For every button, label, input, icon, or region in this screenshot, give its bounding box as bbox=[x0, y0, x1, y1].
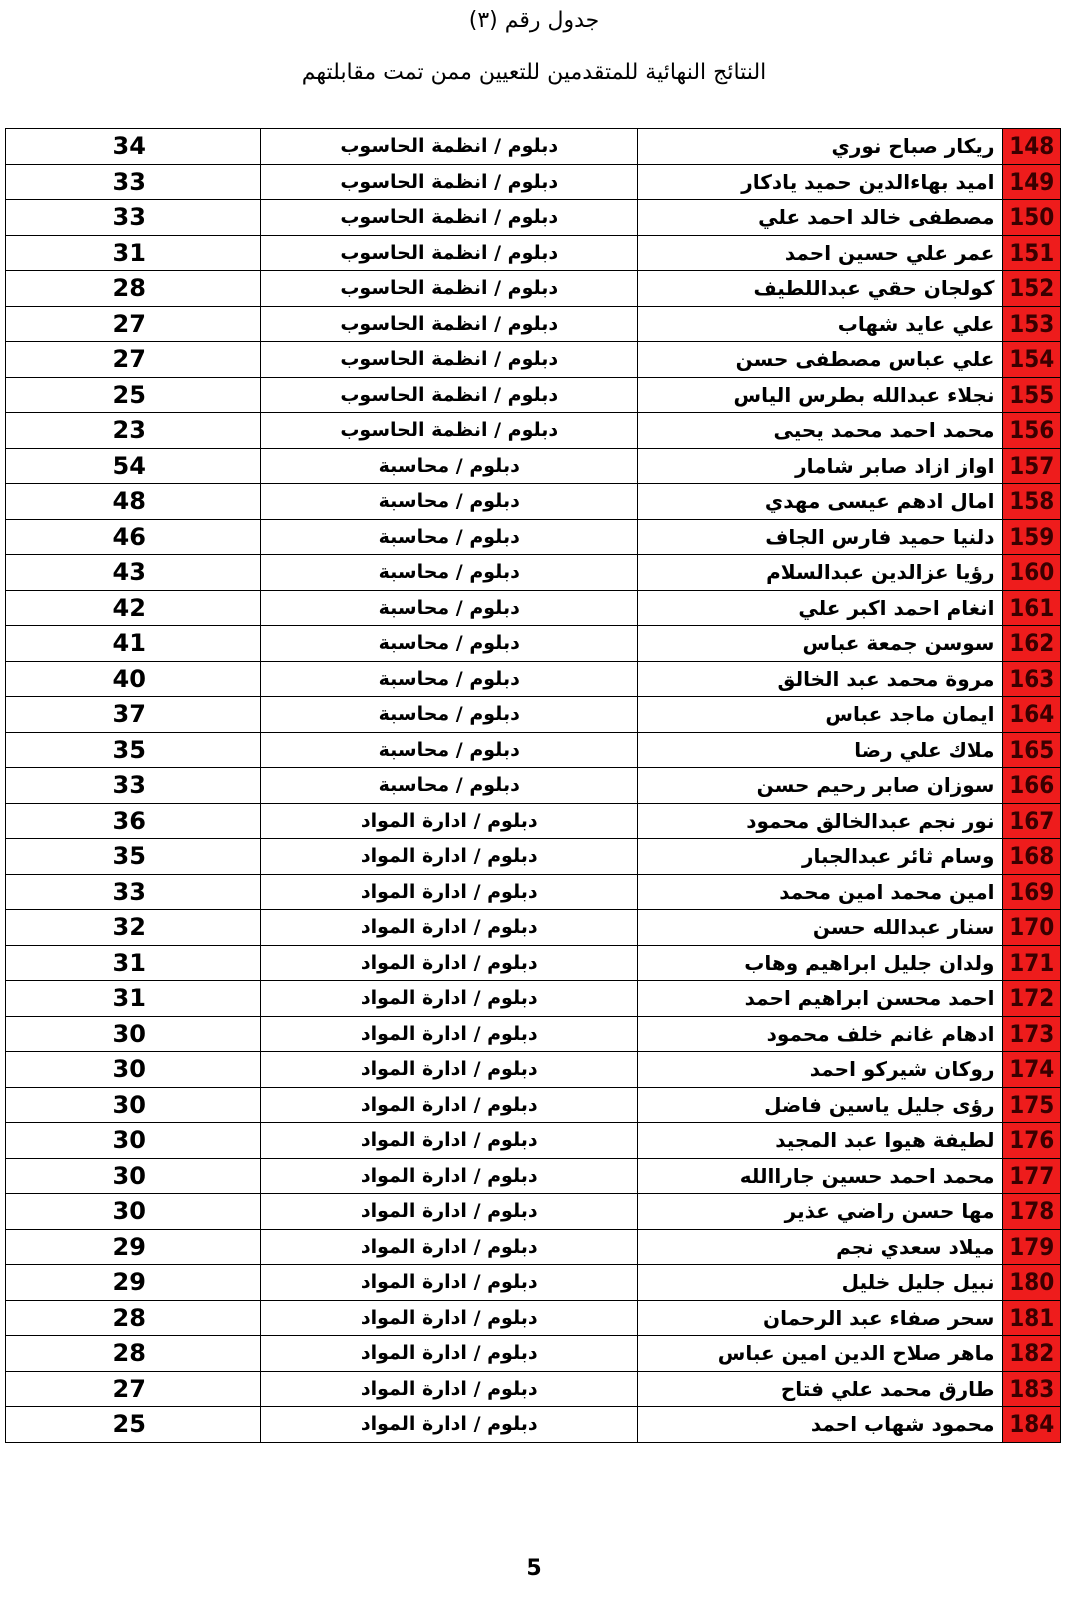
row-number: 163 bbox=[1003, 661, 1061, 697]
department: دبلوم / انظمة الحاسوب bbox=[261, 413, 638, 449]
applicant-name: ميلاد سعدي نجم bbox=[638, 1229, 1003, 1265]
department: دبلوم / انظمة الحاسوب bbox=[261, 129, 638, 165]
score: 30 bbox=[6, 1158, 261, 1194]
department: دبلوم / ادارة المواد bbox=[261, 803, 638, 839]
department: دبلوم / ادارة المواد bbox=[261, 1229, 638, 1265]
row-number: 166 bbox=[1003, 768, 1061, 804]
score: 30 bbox=[6, 1016, 261, 1052]
applicant-name: نبيل جليل خليل bbox=[638, 1265, 1003, 1301]
department: دبلوم / ادارة المواد bbox=[261, 1016, 638, 1052]
table-row bbox=[6, 1229, 1061, 1265]
applicant-name: سنار عبدالله حسن bbox=[638, 910, 1003, 946]
score: 30 bbox=[6, 1123, 261, 1159]
applicant-name: علي عباس مصطفى حسن bbox=[638, 342, 1003, 378]
applicant-name: ريكار صباح نوري bbox=[638, 129, 1003, 165]
row-number: 153 bbox=[1003, 306, 1061, 342]
applicant-name: مصطفى خالد احمد علي bbox=[638, 200, 1003, 236]
score: 35 bbox=[6, 732, 261, 768]
score: 48 bbox=[6, 484, 261, 520]
row-number: 184 bbox=[1003, 1407, 1061, 1443]
table-row bbox=[6, 164, 1061, 200]
row-number: 162 bbox=[1003, 626, 1061, 662]
table-row bbox=[6, 1016, 1061, 1052]
department: دبلوم / ادارة المواد bbox=[261, 981, 638, 1017]
table-row bbox=[6, 1194, 1061, 1230]
row-number: 180 bbox=[1003, 1265, 1061, 1301]
applicant-name: ملاك علي رضا bbox=[638, 732, 1003, 768]
score: 29 bbox=[6, 1229, 261, 1265]
row-number: 169 bbox=[1003, 874, 1061, 910]
score: 27 bbox=[6, 1371, 261, 1407]
row-number: 151 bbox=[1003, 235, 1061, 271]
department: دبلوم / محاسبة bbox=[261, 555, 638, 591]
results-table bbox=[5, 128, 1061, 1443]
score: 40 bbox=[6, 661, 261, 697]
row-number: 173 bbox=[1003, 1016, 1061, 1052]
department: دبلوم / محاسبة bbox=[261, 697, 638, 733]
table-row bbox=[6, 1407, 1061, 1443]
score: 54 bbox=[6, 448, 261, 484]
department: دبلوم / انظمة الحاسوب bbox=[261, 377, 638, 413]
applicant-name: مها حسن راضي عذير bbox=[638, 1194, 1003, 1230]
score: 33 bbox=[6, 200, 261, 236]
table-row bbox=[6, 448, 1061, 484]
table-row bbox=[6, 377, 1061, 413]
applicant-name: رؤى جليل ياسين فاضل bbox=[638, 1087, 1003, 1123]
applicant-name: اواز ازاد صابر شامار bbox=[638, 448, 1003, 484]
score: 46 bbox=[6, 519, 261, 555]
table-row bbox=[6, 1265, 1061, 1301]
score: 28 bbox=[6, 1336, 261, 1372]
row-number: 181 bbox=[1003, 1300, 1061, 1336]
score: 34 bbox=[6, 129, 261, 165]
table-row bbox=[6, 910, 1061, 946]
row-number: 172 bbox=[1003, 981, 1061, 1017]
applicant-name: رؤيا عزالدين عبدالسلام bbox=[638, 555, 1003, 591]
row-number: 177 bbox=[1003, 1158, 1061, 1194]
table-row bbox=[6, 981, 1061, 1017]
applicant-name: نجلاء عبدالله بطرس الياس bbox=[638, 377, 1003, 413]
row-number: 161 bbox=[1003, 590, 1061, 626]
table-row bbox=[6, 519, 1061, 555]
table-row bbox=[6, 484, 1061, 520]
applicant-name: امين محمد امين محمد bbox=[638, 874, 1003, 910]
score: 31 bbox=[6, 981, 261, 1017]
row-number: 155 bbox=[1003, 377, 1061, 413]
applicant-name: احمد محسن ابراهيم احمد bbox=[638, 981, 1003, 1017]
row-number: 178 bbox=[1003, 1194, 1061, 1230]
table-row bbox=[6, 235, 1061, 271]
applicant-name: مروة محمد عبد الخالق bbox=[638, 661, 1003, 697]
applicant-name: علي عايد شهاب bbox=[638, 306, 1003, 342]
score: 33 bbox=[6, 164, 261, 200]
applicant-name: دلنيا حميد فارس الجاف bbox=[638, 519, 1003, 555]
department: دبلوم / ادارة المواد bbox=[261, 1052, 638, 1088]
row-number: 152 bbox=[1003, 271, 1061, 307]
department: دبلوم / محاسبة bbox=[261, 448, 638, 484]
row-number: 176 bbox=[1003, 1123, 1061, 1159]
applicant-name: ولدان جليل ابراهيم وهاب bbox=[638, 945, 1003, 981]
row-number: 149 bbox=[1003, 164, 1061, 200]
table-row bbox=[6, 1087, 1061, 1123]
department: دبلوم / انظمة الحاسوب bbox=[261, 235, 638, 271]
applicant-name: اميد بهاءالدين حميد يادكار bbox=[638, 164, 1003, 200]
department: دبلوم / محاسبة bbox=[261, 732, 638, 768]
table-row bbox=[6, 626, 1061, 662]
applicant-name: كولجان حقي عبداللطيف bbox=[638, 271, 1003, 307]
score: 33 bbox=[6, 874, 261, 910]
applicant-name: ادهام غانم خلف محمود bbox=[638, 1016, 1003, 1052]
table-row bbox=[6, 555, 1061, 591]
department: دبلوم / محاسبة bbox=[261, 590, 638, 626]
applicant-name: عمر علي حسين احمد bbox=[638, 235, 1003, 271]
department: دبلوم / محاسبة bbox=[261, 484, 638, 520]
table-row bbox=[6, 839, 1061, 875]
score: 25 bbox=[6, 1407, 261, 1443]
row-number: 174 bbox=[1003, 1052, 1061, 1088]
applicant-name: ايمان ماجد عباس bbox=[638, 697, 1003, 733]
table-row bbox=[6, 590, 1061, 626]
table-row bbox=[6, 1123, 1061, 1159]
department: دبلوم / محاسبة bbox=[261, 519, 638, 555]
table-row bbox=[6, 661, 1061, 697]
row-number: 183 bbox=[1003, 1371, 1061, 1407]
department: دبلوم / ادارة المواد bbox=[261, 1265, 638, 1301]
row-number: 164 bbox=[1003, 697, 1061, 733]
page-title: النتائج النهائية للمتقدمين للتعيين ممن تمت مقابلتهم bbox=[301, 60, 767, 85]
department: دبلوم / انظمة الحاسوب bbox=[261, 200, 638, 236]
applicant-name: روكان شيركو احمد bbox=[638, 1052, 1003, 1088]
department: دبلوم / ادارة المواد bbox=[261, 1371, 638, 1407]
score: 27 bbox=[6, 306, 261, 342]
department: دبلوم / انظمة الحاسوب bbox=[261, 271, 638, 307]
table-label: جدول رقم (٣) bbox=[468, 8, 600, 33]
row-number: 148 bbox=[1003, 129, 1061, 165]
score: 33 bbox=[6, 768, 261, 804]
department: دبلوم / ادارة المواد bbox=[261, 1407, 638, 1443]
applicant-name: ماهر صلاح الدين امين عباس bbox=[638, 1336, 1003, 1372]
department: دبلوم / انظمة الحاسوب bbox=[261, 164, 638, 200]
table-row bbox=[6, 1371, 1061, 1407]
row-number: 157 bbox=[1003, 448, 1061, 484]
applicant-name: سحر صفاء عبد الرحمان bbox=[638, 1300, 1003, 1336]
table-row bbox=[6, 342, 1061, 378]
table-row bbox=[6, 413, 1061, 449]
score: 27 bbox=[6, 342, 261, 378]
applicant-name: سوزان صابر رحيم حسن bbox=[638, 768, 1003, 804]
department: دبلوم / ادارة المواد bbox=[261, 1300, 638, 1336]
table-row bbox=[6, 271, 1061, 307]
row-number: 167 bbox=[1003, 803, 1061, 839]
table-row bbox=[6, 306, 1061, 342]
row-number: 160 bbox=[1003, 555, 1061, 591]
department: دبلوم / ادارة المواد bbox=[261, 1336, 638, 1372]
score: 36 bbox=[6, 803, 261, 839]
table-row bbox=[6, 768, 1061, 804]
department: دبلوم / ادارة المواد bbox=[261, 874, 638, 910]
score: 30 bbox=[6, 1087, 261, 1123]
department: دبلوم / ادارة المواد bbox=[261, 910, 638, 946]
department: دبلوم / ادارة المواد bbox=[261, 945, 638, 981]
department: دبلوم / انظمة الحاسوب bbox=[261, 342, 638, 378]
table-row bbox=[6, 803, 1061, 839]
applicant-name: محمد احمد حسين جاراالله bbox=[638, 1158, 1003, 1194]
score: 32 bbox=[6, 910, 261, 946]
table-row bbox=[6, 697, 1061, 733]
score: 41 bbox=[6, 626, 261, 662]
applicant-name: محمد احمد محمد يحيى bbox=[638, 413, 1003, 449]
score: 43 bbox=[6, 555, 261, 591]
page-number: 5 bbox=[526, 1556, 542, 1581]
table-row bbox=[6, 945, 1061, 981]
department: دبلوم / انظمة الحاسوب bbox=[261, 306, 638, 342]
score: 23 bbox=[6, 413, 261, 449]
applicant-name: سوسن جمعة عباس bbox=[638, 626, 1003, 662]
applicant-name: نور نجم عبدالخالق محمود bbox=[638, 803, 1003, 839]
row-number: 171 bbox=[1003, 945, 1061, 981]
score: 25 bbox=[6, 377, 261, 413]
score: 30 bbox=[6, 1194, 261, 1230]
applicant-name: وسام ثائر عبدالجبار bbox=[638, 839, 1003, 875]
applicant-name: طارق محمد علي فتاح bbox=[638, 1371, 1003, 1407]
department: دبلوم / محاسبة bbox=[261, 768, 638, 804]
table-row bbox=[6, 1300, 1061, 1336]
score: 31 bbox=[6, 235, 261, 271]
department: دبلوم / ادارة المواد bbox=[261, 1087, 638, 1123]
department: دبلوم / ادارة المواد bbox=[261, 1194, 638, 1230]
table-row bbox=[6, 1158, 1061, 1194]
row-number: 150 bbox=[1003, 200, 1061, 236]
row-number: 170 bbox=[1003, 910, 1061, 946]
row-number: 175 bbox=[1003, 1087, 1061, 1123]
row-number: 156 bbox=[1003, 413, 1061, 449]
department: دبلوم / ادارة المواد bbox=[261, 1158, 638, 1194]
row-number: 159 bbox=[1003, 519, 1061, 555]
department: دبلوم / محاسبة bbox=[261, 626, 638, 662]
row-number: 179 bbox=[1003, 1229, 1061, 1265]
table-row bbox=[6, 129, 1061, 165]
table-row bbox=[6, 1336, 1061, 1372]
department: دبلوم / ادارة المواد bbox=[261, 839, 638, 875]
table-row bbox=[6, 1052, 1061, 1088]
score: 31 bbox=[6, 945, 261, 981]
score: 29 bbox=[6, 1265, 261, 1301]
score: 42 bbox=[6, 590, 261, 626]
score: 28 bbox=[6, 1300, 261, 1336]
applicant-name: لطيفة هيوا عبد المجيد bbox=[638, 1123, 1003, 1159]
row-number: 154 bbox=[1003, 342, 1061, 378]
score: 35 bbox=[6, 839, 261, 875]
score: 30 bbox=[6, 1052, 261, 1088]
table-row bbox=[6, 874, 1061, 910]
applicant-name: انغام احمد اكبر علي bbox=[638, 590, 1003, 626]
table-row bbox=[6, 200, 1061, 236]
row-number: 165 bbox=[1003, 732, 1061, 768]
department: دبلوم / محاسبة bbox=[261, 661, 638, 697]
table-row bbox=[6, 732, 1061, 768]
score: 37 bbox=[6, 697, 261, 733]
department: دبلوم / ادارة المواد bbox=[261, 1123, 638, 1159]
applicant-name: امال ادهم عيسى مهدي bbox=[638, 484, 1003, 520]
row-number: 168 bbox=[1003, 839, 1061, 875]
row-number: 158 bbox=[1003, 484, 1061, 520]
applicant-name: محمود شهاب احمد bbox=[638, 1407, 1003, 1443]
row-number: 182 bbox=[1003, 1336, 1061, 1372]
score: 28 bbox=[6, 271, 261, 307]
